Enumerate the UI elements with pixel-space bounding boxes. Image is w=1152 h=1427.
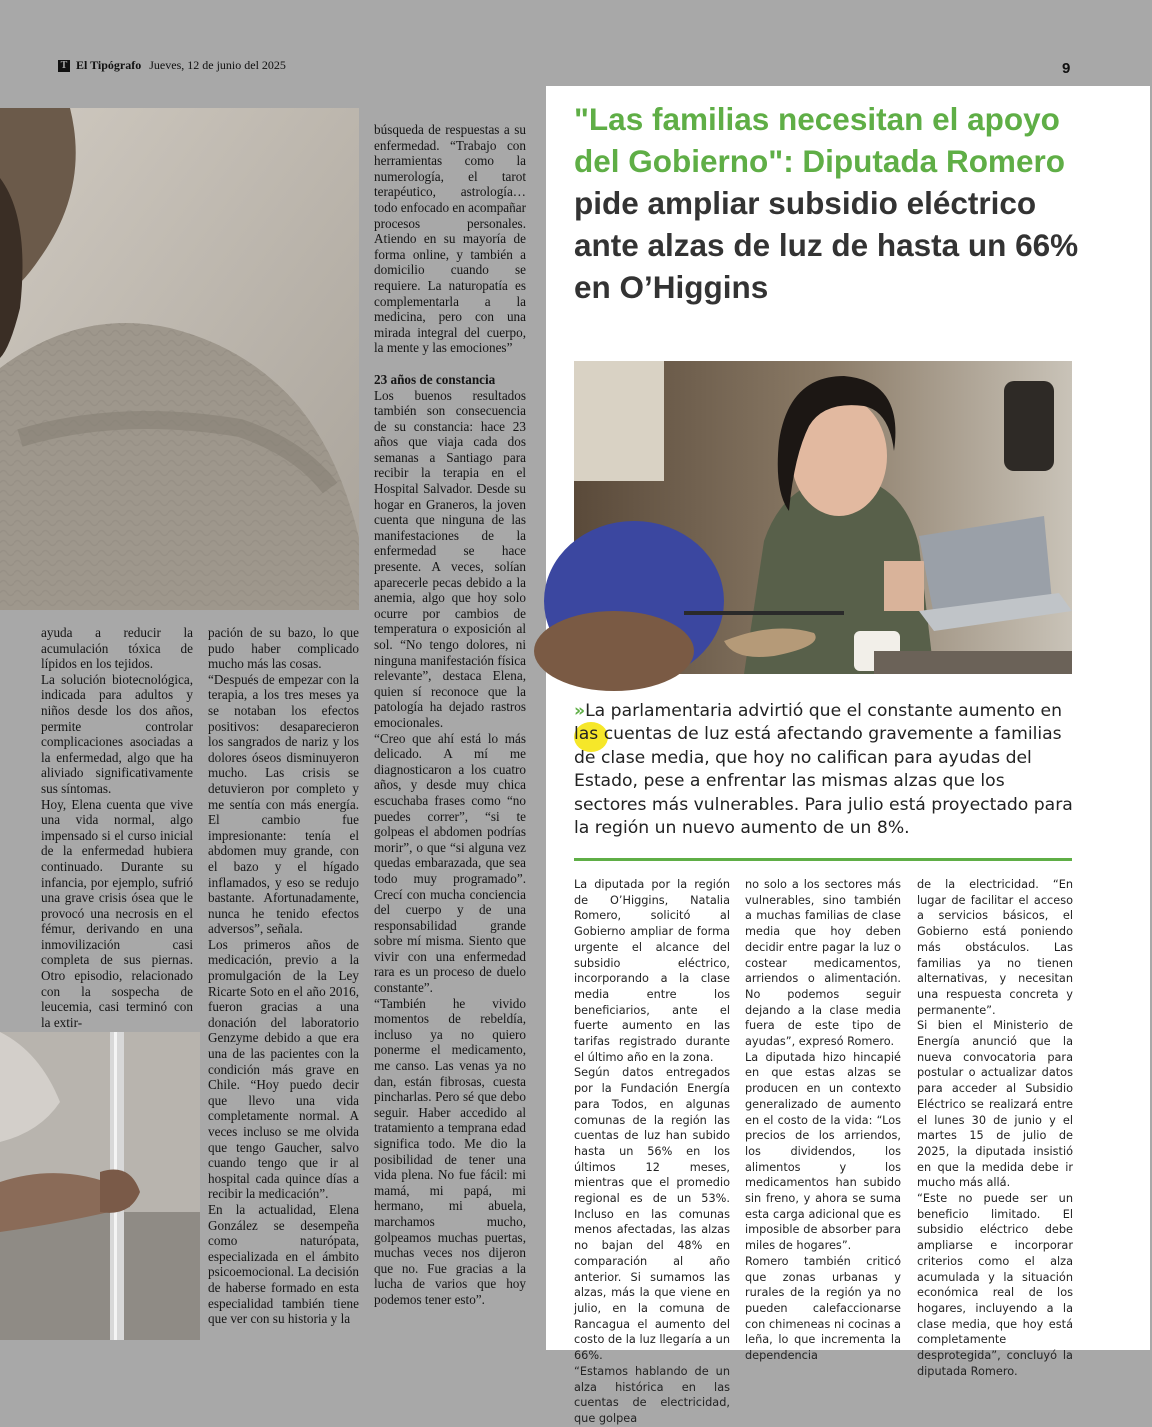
issue-date: Jueves, 12 de junio del 2025 [149,58,286,72]
paragraph: La diputada por la región de O’Higgins, Natalia Romero, solicitó al Gobierno ampliar de forma urgente el alcance del subsidio eléctrico, incorporando a la clase media entre los beneficiarios, ante el fuerte aumento en las tarifas registrado durante el último año en la zona. [574,878,730,1064]
paragraph: de la electricidad. “En lugar de facilitar el acceso a servicios básicos, el Gobierno está poniendo más obstáculos. Las familias ya no tienen alternativas, y necesitan una respuesta concreta y permanente”. [917,878,1073,1017]
lead-text: La parlamentaria advirtió que el constante aumento en las cuentas de luz está afectando gravemente a familias de clase media, que hoy no califican para ayudas del Estado, pese a enfrentar las mismas alzas que los sectores más vulnerables. Para julio está proyectado para la región un nuevo aumento de un 8%. [574,701,1073,839]
paragraph: La solución biotecnológica, indicada para adultos y niños desde los dos años, permite controlar complicaciones asociadas a la enfermedad, algo que ha aliviado significativamente sus síntomas. [41,671,193,796]
paragraph: Según datos entregados por la Fundación Energía para Todos, en algunas comunas de la región las cuentas de luz han subido hasta un 56% en los últimos 12 meses, mientras que el promedio regional es de un 53%. Incluso en las comunas menos afectadas, las alzas no bajan del 48% en comparación al año anterior. Si sumamos las alzas, más la que viene en julio, en la comuna de Rancagua el aumento del costo de la luz llegaría a un 66%. [574,1066,730,1363]
paragraph: pación de su bazo, lo que pudo haber complicado mucho más las cosas. [208,625,359,672]
lead-marker-icon: » [574,701,586,721]
paragraph: “Creo que ahí está lo más delicado. A mí me diagnosticaron a los cuatro años, y desde muy chica escuchaba frases como “no puedes correr”, “si te golpeas el abdomen podrías morir”, o que “si alguna vez quedas embarazada, que sea todo muy programado”. Crecí con mucha conciencia del cuerpo y de una responsabilidad grande sobre mí misma. Siento que vivir con una enfermedad rara es un proceso de duelo constante”. [374,730,526,996]
paragraph: “Este no puede ser un beneficio limitado. El subsidio eléctrico debe ampliarse e incorporar criterios como el alza acumulada y la situación económica real de los hogares, incluyendo a la clase media, que hoy está completamente desprotegida”, concluyó la diputada Romero. [917,1192,1073,1378]
newspaper-logo-icon: T [58,60,70,72]
page-header [58,58,286,73]
paragraph: no solo a los sectores más vulnerables, sino también a muchas familias de clase media que hoy deben decidir entre pagar la luz o costear medicamentos, arriendos o alimentación. No podemos seguir dejando a la clase media fuera de este tipo de ayudas”, expresó Romero. [745,878,901,1049]
deputy-photo [574,361,1072,674]
article-column-2 [745,877,901,1364]
paragraph: Los primeros años de medicación, previo a la promulgación de la Ley Ricarte Soto en el año 2016, fueron gracias a una donación del laboratorio Genzyme debido a que era una de las pacientes con la condición más grave en Chile. “Hoy puedo decir que llevo una vida completamente normal. A veces incluso se me olvida que tengo Gaucher, salvo cuando tengo que ir al hospital cada quince días a recibir la medicación”. [208,936,359,1202]
paragraph: Hoy, Elena cuenta que vive una vida normal, algo impensado si el curso inicial de la enfermedad hubiera continuado. Durante su infancia, por ejemplo, sufrió una grave crisis ósea que le provocó una necrosis en el fémur, derivando en una inmovilización casi completa de sus piernas. Otro episodio, relacionado con la sospecha de leucemia, casi terminó con la extir- [41,796,193,1030]
paragraph: “También he vivido momentos de rebeldía, incluso ya no quiero ponerme el medicamento, me canso. Las venas ya no dan, están fibrosas, cuesta pincharlas. Pero sé que debo seguir. Haber accedido al tratamiento a temprana edad significa todo. Me dio la posibilidad de tener una vida plena. No fue fácil: mi mamá, mi papá, mi hermano, mi abuela, marchamos mucho, golpeamos muchas puertas, muchas veces nos dijeron que no. Fue gracias a la lucha de varios que hoy podemos tener esto”. [374,995,526,1307]
page-number: 9 [1062,60,1071,77]
featured-article-panel [546,86,1150,1425]
headline-rest: pide ampliar subsidio eléctrico ante alzas de luz de hasta un 66% en O’Higgins [574,185,1079,305]
headline-quote: "Las familias necesitan el apoyo del Gobierno": Diputada Romero [574,101,1065,179]
article-column-3 [917,877,1073,1380]
left-article-column-2 [208,625,359,1327]
left-article-column-3 [374,122,526,1308]
section-subheading: 23 años de constancia [374,371,496,387]
paragraph: Los buenos resultados también son consecuencia de su constancia: hace 23 años que viaja cada dos semanas a Santiago para recibir la terapia en el Hospital Salvador. Desde su hogar en Graneros, la joven cuenta que ninguna de las manifestaciones de la enfermedad se hace presente. A veces, solían aparecerle pecas debido a la anemia, algo que hoy solo ocurre por cambios de temperatura o exposición al sol. “No tengo dolores, ni ninguna manifestación física relevante”, destaca Elena, quien sí reconoce que la patología ha dejado rastros emocionales. [374,387,526,730]
paragraph: En la actualidad, Elena González se desempeña como naturópata, especializada en el ámbito psicoemocional. La decisión de haberse formado en esta especialidad también tiene que ver con su historia y la [208,1201,359,1327]
paragraph: “Después de empezar con la terapia, a los tres meses ya se notaban los efectos positivos: desaparecieron los sangrados de nariz y los dolores óseos disminuyeron mucho. Las crisis se detuvieron por completo y me sentía con más energía. El cambio fue impresionante: tenía el abdomen muy grande, con el bazo y el hígado inflamados, y eso se redujo bastante. Afortunadamente, nunca he tenido efectos adversos”, señala. [208,671,359,937]
left-article-column-1 [41,625,193,1030]
paragraph: ayuda a reducir la acumulación tóxica de lípidos en los tejidos. [41,625,193,672]
article-headline [574,98,1084,308]
paragraph: Romero también criticó que zonas urbanas y rurales de la región ya no pueden calefaccionarse con chimeneas ni cocinas a leña, lo que incrementa la dependencia [745,1254,901,1363]
green-divider [574,858,1072,861]
hospital-iv-photo [0,1032,200,1340]
paragraph: La diputada hizo hincapié en que estas alzas se producen en un contexto generalizado de aumento en el costo de la vida: “Los precios de los arriendos, los dividendos, los alimentos y los medicamentos han subido sin freno, y ahora se suma esta carga adicional que es imposible de absorber para miles de hogares”. [745,1050,901,1253]
paragraph: búsqueda de respuestas a su enfermedad. “Trabajo con herramientas como la numerología, el tarot terapéutico, astrología… todo enfocado en acompañar procesos personales. Atiendo en su mayoría de forma online, y también a domicilio cuando se requiere. La naturopatía es complementarla a la medicina, pero con una mirada integral del cuerpo, la mente y las emociones” [374,122,526,356]
paragraph: “Estamos hablando de un alza histórica en las cuentas de electricidad, que golpea [574,1364,730,1425]
article-lead [574,700,1074,840]
newspaper-name: El Tipógrafo [76,58,142,72]
sweater-portrait-photo [0,108,359,610]
paragraph: Si bien el Ministerio de Energía anunció que la nueva convocatoria para postular o actualizar datos para acceder al Subsidio Eléctrico se realizará entre el lunes 30 de junio y el martes 15 de julio de 2025, la diputada insistió en que la medida debe ir mucho más allá. [917,1019,1073,1190]
article-column-1 [574,877,730,1427]
